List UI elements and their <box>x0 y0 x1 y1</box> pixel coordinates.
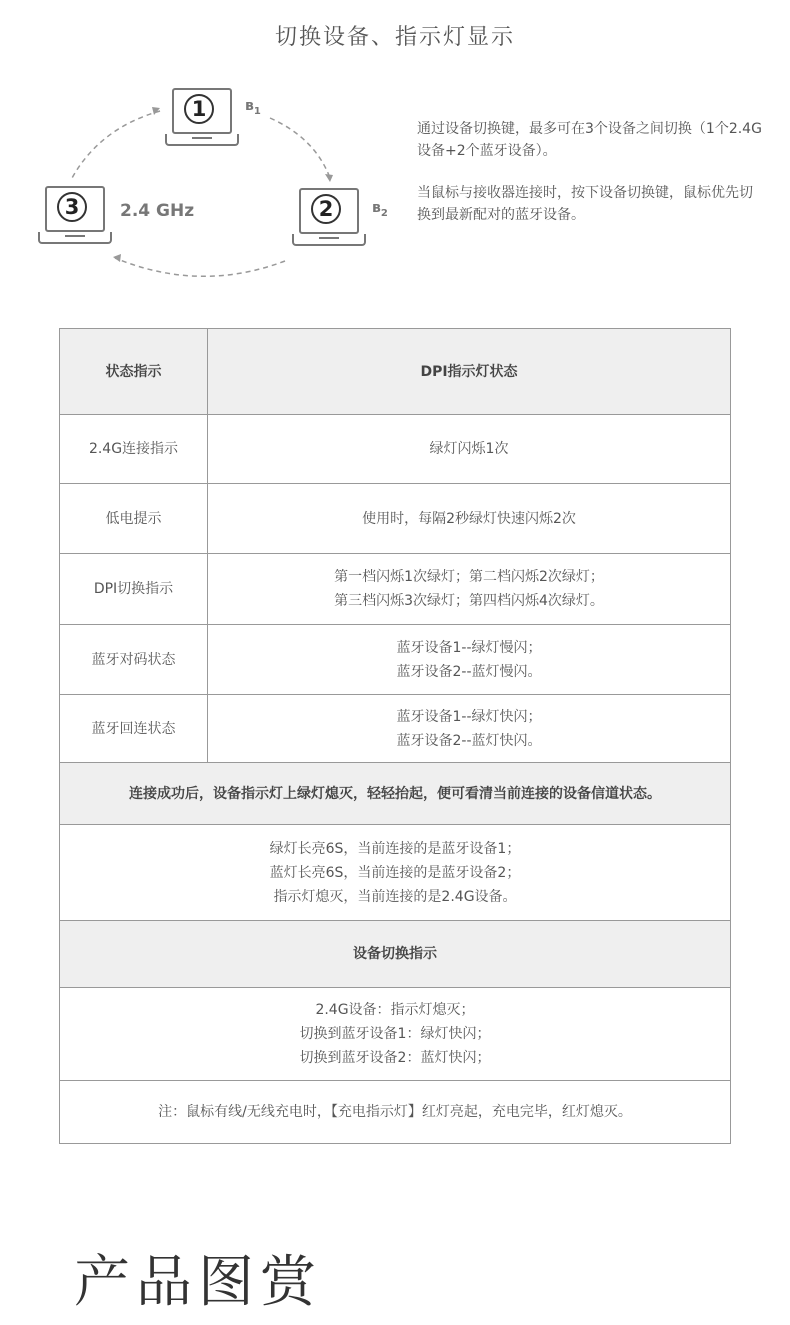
bluetooth-icon-2: ʙ$_2$ <box>372 200 388 219</box>
device-number-2: 2 <box>311 194 341 224</box>
section-body-row <box>60 825 731 921</box>
switch-description <box>417 118 762 246</box>
table-header-row <box>60 329 731 415</box>
device-switch-diagram <box>30 78 390 288</box>
table-row <box>60 484 731 554</box>
header-dpi: DPI指示灯状态 <box>208 329 731 415</box>
row-label: 2.4G连接指示 <box>60 415 208 484</box>
gallery-heading: 产品图赏 <box>74 1250 322 1315</box>
table-row <box>60 695 731 763</box>
indicator-status-table <box>59 328 731 1144</box>
section-header-row <box>60 763 731 825</box>
frequency-label: 2.4 GHz <box>120 201 195 221</box>
device-number-3: 3 <box>57 192 87 222</box>
section2-body: 2.4G设备：指示灯熄灭； 切换到蓝牙设备1：绿灯快闪； 切换到蓝牙设备2：蓝灯快闪； <box>60 988 731 1081</box>
charging-note: 注：鼠标有线/无线充电时，【充电指示灯】红灯亮起，充电完毕，红灯熄灭。 <box>60 1081 731 1144</box>
section-body-row <box>60 988 731 1081</box>
bluetooth-icon-1: ʙ$_1$ <box>245 98 261 117</box>
row-value: 蓝牙设备1--绿灯快闪； 蓝牙设备2--蓝灯快闪。 <box>208 695 731 763</box>
description-para-2: 当鼠标与接收器连接时，按下设备切换键，鼠标优先切换到最新配对的蓝牙设备。 <box>417 185 753 223</box>
page-title: 切换设备、指示灯显示 <box>274 25 515 50</box>
row-label: 低电提示 <box>60 484 208 554</box>
table-row <box>60 625 731 695</box>
row-value: 使用时，每隔2秒绿灯快速闪烁2次 <box>208 484 731 554</box>
section1-title: 连接成功后，设备指示灯上绿灯熄灭，轻轻抬起，便可看清当前连接的设备信道状态。 <box>60 763 731 825</box>
description-para-1: 通过设备切换键，最多可在3个设备之间切换（1个2.4G设备+2个蓝牙设备）。 <box>417 121 762 159</box>
table-row <box>60 415 731 484</box>
section2-title: 设备切换指示 <box>60 921 731 988</box>
row-label: DPI切换指示 <box>60 554 208 625</box>
header-status: 状态指示 <box>60 329 208 415</box>
device-number-1: 1 <box>184 94 214 124</box>
section-header-row <box>60 921 731 988</box>
table-row <box>60 554 731 625</box>
row-label: 蓝牙对码状态 <box>60 625 208 695</box>
section1-body: 绿灯长亮6S，当前连接的是蓝牙设备1； 蓝灯长亮6S，当前连接的是蓝牙设备2； 指示灯熄灭，当前连接的是2.4G设备。 <box>60 825 731 921</box>
row-value: 绿灯闪烁1次 <box>208 415 731 484</box>
row-value: 蓝牙设备1--绿灯慢闪； 蓝牙设备2--蓝灯慢闪。 <box>208 625 731 695</box>
row-value: 第一档闪烁1次绿灯；第二档闪烁2次绿灯； 第三档闪烁3次绿灯；第四档闪烁4次绿灯。 <box>208 554 731 625</box>
row-label: 蓝牙回连状态 <box>60 695 208 763</box>
note-row <box>60 1081 731 1144</box>
